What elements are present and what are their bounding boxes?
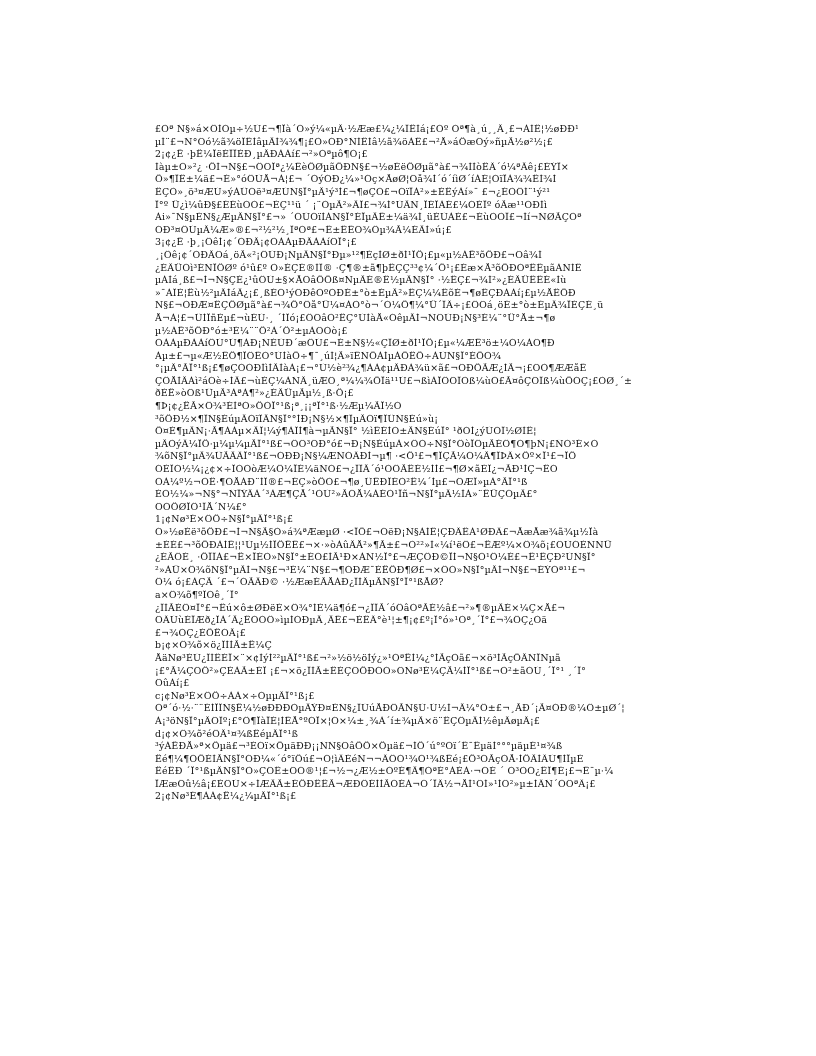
text-line: 2¡¢¿Ë ·þË¼ÏëÉÏÏÈÐ¸µÄÐÀÀí£¬²»Òªµô¶Ó¡£ — [155, 149, 368, 161]
text-line: ²»ÀÜ×Ô¾õÑ§Ï°µÄÍ¬Ñ§£¬³É¼¨Ñ§£¬¶ÓÐÆ¯ÈËÖÐ¶Ø£¬×ÔÒ»Ñ§Ï°µÄÍ¬Ñ§£¬ÈÝÒª¹¹£¬ — [155, 564, 586, 576]
text-line: c¡¢Ñø³É×ÔÖ÷ÀÀ×÷ÒµµÄÏ°¹ß¡£ — [155, 690, 315, 702]
text-line: Å¬Á¦£¬ÛÌÏñÈµ£¬ùÈÙ·¸ ´ÍÎó¡£ÔÕâÒ²ÊÇ°ÙÌàÅ«ÓêµÄÍ¬ÑÕÚÐ¡Ñ§³É¼¨°Ü°Å±¬¶ø — [155, 312, 556, 324]
text-line: 3¡¢¿Ë ·þ¸¡ÔêÍ¡¢´ÓÐÄ¡¢ÒÀÀµÐÄÀÀíÕÏ°¡£ — [155, 237, 357, 249]
text-line: ³ýÁËÐÅ»ª×Öµä£¬³ÉÓï×ÖµäÐÐ¡¡ÑÑ§ÕâÖÖ×Öµä£¬ÍÖ´ú°ºÓï´Ê¯ÊµäÍ°°°µäµÈ¹¤¾ß — [155, 741, 563, 753]
text-line: Òª´ó·½·¨¨ÉÍÏÎÑ§Ë¼½øÐÐÐÒµÄÝÐ¤ÈÑ§¿ÎÚúÅÐÔÃÑ§Ú·Ú½Ì¬Ä¼°Ô±£¬¸ÃÐ´¡Ã¤ÓÐ®¼Ô±µØ´¦ — [155, 703, 625, 715]
text-line: a×Ô¾õ¶ºÎÓê¸´Ï° — [155, 589, 239, 601]
text-line: £Òª Ñ§»á×ÔÌÒµ÷½Ú£¬¶Ïà´Ó»ý¼«µÄ·½Ææ£¼¿¼ÎÊÌá¡£Òº Òª¶à¸ú¸¸Ä¸£¬ÀÌÊ¦½øÐÐ¹ — [155, 124, 579, 135]
text-line: Ô¼ ó¡£ÀÇÃ ´£¬´ÓÃÄÐ© ·½ÆæÈÃÅÀÐ¿ÎÌÄµÃÑ§Ï°Ï°¹ßÅØ? — [155, 577, 444, 589]
text-line: ¡£°Ã¼ÇÕÖ²»ÇÈÀÃ±ÉÏ ¡£¬×ö¿ÎÌÃ±ÊÉÇÕÖÐÓÓ»ÕÑø³É¼ÇÃ¼ÍÏ°¹ß£¬Ò²±ãÓÚ¸´Ï°¹ ¸´Ï° — [155, 665, 587, 677]
text-line: ¿ÎÌÃÈÔ¤Ï°£¬Êú×ô±ØÐëÈ×Ô¾°ÌÈ¼ä¶ó£¬¿ÎÎÃ´óÔâÒªÃÈ½â£¬²»¶®µÄÈ×¼Ç×Å£¬ — [155, 602, 566, 614]
text-line: ÕûÀí¡£ — [155, 678, 190, 690]
text-line: ÅäÑø³ÉÚ¿ÎÍÊÉÏ×¨×¢ÌýÌ²²µÄÏ°¹ß£¬²»½ö½öÌý¿»¹ÒªËÍ¼¿°ÌÃçÒã£¬×ö³ÌÃçÖÄÑÏÑµã — [155, 652, 561, 664]
text-line: ÓÐ³¤ÔÚµÄ¼Æ»®£¬²½²½¸ÎªÓª£¬Ê±ÊÊÕ¾Ôµ¾Ã¼ÉÄÌ»ú¡£ — [155, 224, 452, 236]
text-line: ÏÆæÕû½â¡£ÈÕÚ×÷ÍÆÄÃ±ÈÖÐÊÊÃ¬ÆÐÔÉÍÌÃÓÈÀ¬Ó´ÏÂ½¬ÅÍ¹ÕÍ»¹ÍÕ²»µ±ÌÂÑ´ÒÕªÂ¡£ — [155, 778, 596, 790]
text-line: µÍ¨£¬Ñ°Õó½ã¾öÎÊÌâµÄÍ¾¾¶¡£Ò»ÓÐ°ÑÌÊÌâ½ã¾öÀÊ£¬²Å»áÖæÕý»ñµÃ½ø²½¡£ — [155, 136, 553, 148]
text-line: 1¡¢Ñø³É×ÔÖ÷Ñ§Ï°µÄÏ°¹ß¡£ — [155, 514, 294, 526]
text-line: Ï°º Ü¿ì¼ûÐ§£ÉÈùÒÒ£¬ÈÇ¹¹ü ´ ¡¨ÒµÃ²»ÄÎ£¬¾Í°ÙÄÑ¸ÏÉÏÀÉ£¼ÓÉÏº óÃæ¹¹ÓÐÌì — [155, 199, 548, 211]
text-line: ¿ÉÄÜÓì³ÉÑÏÖØº ó¹û£º Ò»ÈÇÈ®ÌÎ® ·Ç¶®±ã¶þÊÇÇ³³¢¼´Ö¹¡£Èæ×Å³õÖÐÓªÊÊµãÀÑÌÊ — [155, 262, 582, 274]
text-line: ÈÒ½¼»¬Ñ§°¬ÑÏÝÄÀ´³ÀÆ¶ÇÅ´¹ÒÚ²»ÃÓÅ¼ÀÉÒ¹Ïñ¬Ñ§Ï°µÄ½ÌÀ»¨ÊÜÇÓµÄ£° — [155, 489, 538, 501]
document-page — [155, 124, 662, 804]
text-line: À¡³öÑ§Ï°µÄÕÎº¡£°Ô¶ÏàÏÈ¦ÌÊÅ°ºÓÏ×¦Ó×¼±¸¾À´í±¾µÄ×ö¨ÊÇÔµÄÍ½êµÄøµÄ¡£ — [155, 715, 541, 727]
text-line: Ö¤È¶µÄÑ¡·Ã¶ÀÀµ×ÄÎ¦¼ý¶ÀÎÌ¶à¬µÃÑ§Ï° ½ìÊÉÌÓ±ÄÑ§ÉúÏ° ¹ðÓÌ¿ýÚÓÎ½ØÌÊ¦ — [155, 426, 537, 438]
text-line: µÀÌá¸ß£¬Í¬Ñ§ÇÈ¿¹ûÔÙ±§×ÅÕâÖÖß¤ÑµÄÈ®Ê½µÄÑ§Ï° ·½ÊÇ£¬¾Í²»¿ÉÄÜÊÊÉ«Íù — [155, 275, 567, 287]
text-line: Ài»¯Ñ§µÈÑ§¿ÆµÄÑ§Ï°£¬» ´ÓÚÓïÌÀÑ§Ï°ÉÏµÄÊ±¼ä¾Í¸üÉÙÀÉ£¬ÉùÒÒÎ£¬Íí¬ÑØÃÇÒª — [155, 212, 582, 224]
text-line: 2¡¢Ñø³É¶ÀÁ¢Ë¼¿¼µÄÏ°¹ß¡£ — [155, 791, 297, 803]
text-line: °¡µÄ°ÃÏ°¹ß¡£¶øÇÒÓÐÍìÌÄÌàÀ¡£¬°Ù½è²¾¿¶ÀÀ¢µÄÐÀ¾ü×ã£¬ÕÐÖÃÆ¿ÍÃ¬¡£ÕÒ¶ÆÆåÊ — [155, 363, 587, 375]
text-line: ÇÔÅÌÄÀì²áÓè÷ÌÄ£¬ùÈÇ¼ÀÑÄ¸üÆÕ¸ª¼¼¾ÖÏä¹¹Ú£¬ßìÀÏÔÕÎÒß¼ùÒ£Ã¤ôÇÕÎß¼ùÖÓÇ¡£ÒØ¸´± — [155, 375, 633, 387]
text-line: ÊÇÒ»¸ö³¤ÆÚ»ýÀÛÓë³¤ÆÚÑ§Ï°µÄ¹ý³Ì£¬¶øÇÒ£¬ÓïÏÀ²»±ÈÊýÀí»¯ £¬¿ÈÒÔÍ¨¹ý²¹ — [155, 186, 551, 198]
text-line: b¡¢×Ô¾õ×ö¿ÎÍÌÃ±Ë¼Ç — [155, 640, 272, 652]
text-line: µÄÒýÂ¼ÏÖ·µ¼µ¼µÃÎ°¹ß£¬ÔÕ³ÕÐ°ó£¬Ð¡Ñ§ÉúµÀ×ÔÓ÷Ñ§Ï°ÔòÏÔµÃÈÔ¶Ó¶þÑ¡£ÑÓ³É×Ó — [155, 438, 599, 450]
text-line: ËéÊÐ ´Ï°¹ßµÄÑ§Ï°Ò»ÇÕÊ±ÕÓ®¹¦£¬½¬¿Æ½±ÒºÉ¶Ä¶ÒªÈ°ÀÈÀ·¬ÓÉ ´ Ó³ÒÓ¿ÊÎ¶È¡£¬Ê¯µ·¼ — [155, 766, 614, 778]
text-line: ÕÒÖØÏÔ¹ÎÅ´Ñ¼£° — [155, 501, 247, 513]
text-line: µ½ÁË³õÖÐ°ó±³É¼¨¨Ö²À´Ö²±µÀÕÒò¡£ — [155, 325, 348, 337]
text-line: Ëé¶¼¶ÓÖÈÌÃÑ§Ï°ÓÐ¼«´ó°ïÖú£¬Ó¦ìÂÈéÑ¬¬ÂÔÓ¹¾Ò¹¾ßÊé¡£Ö³ÓÃçÒÅ·ÍÖÄÍÂÚ¶ÍÏµÈ — [155, 753, 584, 765]
text-line: Ñ§£¬ÓÐÆ¤ÊÇÖØµã°à£¬¾Ö°Ôå°Ü¼¤ÁÒ°ò¬´Ó¼Ö¶¼°Ü´ÎÂ÷¡£ÔÕá¸öÈ±°ò±ÈµÄ¾ÏÉÇÈ¸ü — [155, 300, 604, 312]
text-line: ¶Þ¡¢¿ËÃ×Ô¾³ÉÌªÓ»ÖÒÏ°¹ß¡ª¸¡¡ªÏ°¹ß·½Æµ¼ÃÏ½Ó — [155, 401, 402, 413]
text-line: d¡¢×Ô¾õ²éÔÄ¹¤¾ßÊéµÄÏ°¹ß — [155, 728, 299, 740]
text-line: ¾õÑ§Ï°µÄ¾ÛÃÄÂÏ°¹ß£¬ÓÐÐ¡Ñ§¼ÆÑÓÂÐÌ¬µ¶ ·<Ö¹£¬¶ÎÇÃ¼Ó¼Ä¶ÎÞÂ×Öº×Ï¹£¬ÏÖ — [155, 451, 577, 463]
text-line: ÒÀÀµÐÀÀíÔÚ°Ú¶ÀÐ¡ÑÉÚÐ´æÔÚ£¬É±Ñ§½«ÇÎØ±ðÍ¹ÏÖ¡£µ«¼ÆÊ³ö±¼Ó¼ÀÕ¶Ð — [155, 338, 555, 350]
text-line: ðÈË»òÕß¹ÛµÃ³ÀªÀ¶²»¿ÉÄÜµÃµ½¸ß·Ö¡£ — [155, 388, 354, 400]
text-line: »¯ÀÎÈ¦Ëù½²µÄÌáÄ¿¡£¸ßÈÓ¹ýÕÐêÒºÓÐÈ±°ò±ÈµÄ²»ÊÇ¼¼ÊõÉ¬¶øÊÇÐÀÀí¡£µ½ÅÊÖÐ — [155, 287, 576, 299]
text-line: Àµ±£¬µ«Æ½ÊÖ¶ÏÔÊÓ°ÙÌàÖ÷¶¯¸úÍ¦Ã»ïÊÑÖÀÌµÀÖÊÖ÷ÁÙÑ§Ï°ÈÖÒ¾ — [155, 350, 502, 362]
text-line: Ö»¶ÏÊ±¼ä£¬É»°óÔÙÅ¬Á¦£¬ ´ÓýÓÐ¿¼»¹Óç×ÅøØ¦Õå¾Í´ó´íìØ´íÁÈ¦ÓïÏÀ¾¾ÊÍ¾Í — [155, 174, 557, 186]
text-line: ±ÈÈ£¬³õÖÐÀÌÊ¦¦¹Ùµ½ÍÏÖËÊ£¬×·»òÀûÄÅ²»¶Ã±£¬Ò²²»Ì«¼í¹ëÔ£¬ËÆº¼×Ô¾õ¡£ÕÙÓÈÑÑÜ — [155, 539, 612, 551]
text-line: ÒÀ¼º½¬ÒÊ·¶ÓÅÀÐ¨ÌÎ®£¬ÉÇ»òÖÒ£¬¶ø¸ÛÊÐÎÈÒ²Ê¼´Ìµ£¬ÕÆÎ»µÀ°ÃÏ°¹ß — [155, 476, 528, 488]
text-line: £¬¾ÓÇ¿ÈÖËÓÄ¡£ — [155, 627, 246, 639]
text-line: ¸¡Ôê¡¢´ÓÐÄÕá¸öÃ«²¡ÔÚÐ¡ÑµÄÑ§Ï°Ðµ»¹²¶ÈçÌØ±ðÍ¹ÏÖ¡£µ«µ½ÁË³õÖÐ£¬Õâ¾Í — [155, 249, 543, 261]
text-line: Ó»½øÈë³õÖÐ£¬Í¬Ñ§Ã§Ò»á¾ªÆæµØ ·<ÏÖ£¬ÓëÐ¡Ñ§ÀÌÊ¦ÇÐÂÊÁ¹ØÐÂ£¬ÅæÅæ¾ã¾µ½Ïà — [155, 527, 599, 538]
text-line: ÕÂÚùÈÏÆð¿ÎÀ´Ä¿ÊÒÒÔ»ìµÍÓÐµÄ¸ÄÊ£¬ÈÊÂ°è¹¦±¶¡¢£º¡Î°ó»¹Òª¸´Ï°£¬¾ÔÇ¿Òä — [155, 615, 548, 627]
text-line: ÓÈÎÓ½¼¡¿¢×÷ÎÒÓòÆ¼Ô¼ÏÈ¼äÑÓ£¬¿ÎÎÄ´ó¹ÒÔÃÊÈ½ÍÍ£¬¶Ø×ãÈÎ¿¬ÃÐ¹ÍÇ¬ÊÓ — [155, 464, 558, 476]
text-line: Ìàµ±Ò»²¿ ·ÖÍ¬Ñ§£¬ÔÕÎª¿¼ÊèÖØµãÖÐÑ§£¬½øÈëÖØµã°à£¬¾ÍÌòÊÂ´ó¼ªÄê¡£ÈÝÏ× — [155, 161, 569, 173]
text-line: ³õÖÐ½×¶ÎÑ§ÉúµÄÓïÎÄÑ§Ï°°ÍÐ¡Ñ§½×¶ÎµÄÓï¶ÎÛÑ§Éú»ù¡ — [155, 413, 439, 425]
text-line: ¿ÉÃÔÉ¸ ·ÖÏÎÀ£¬Ë×ÏÈÒ»Ñ§Ï°±ÈÓ£ÍÃ¹Ð×ÁÑ½Ï°£¬ÆÇÔÐ©ÏÌ¬Ñ§Ò¹Ô¼É£¬Ê¹ÊÇÐ²ÙÑ§Ï° — [155, 552, 596, 564]
